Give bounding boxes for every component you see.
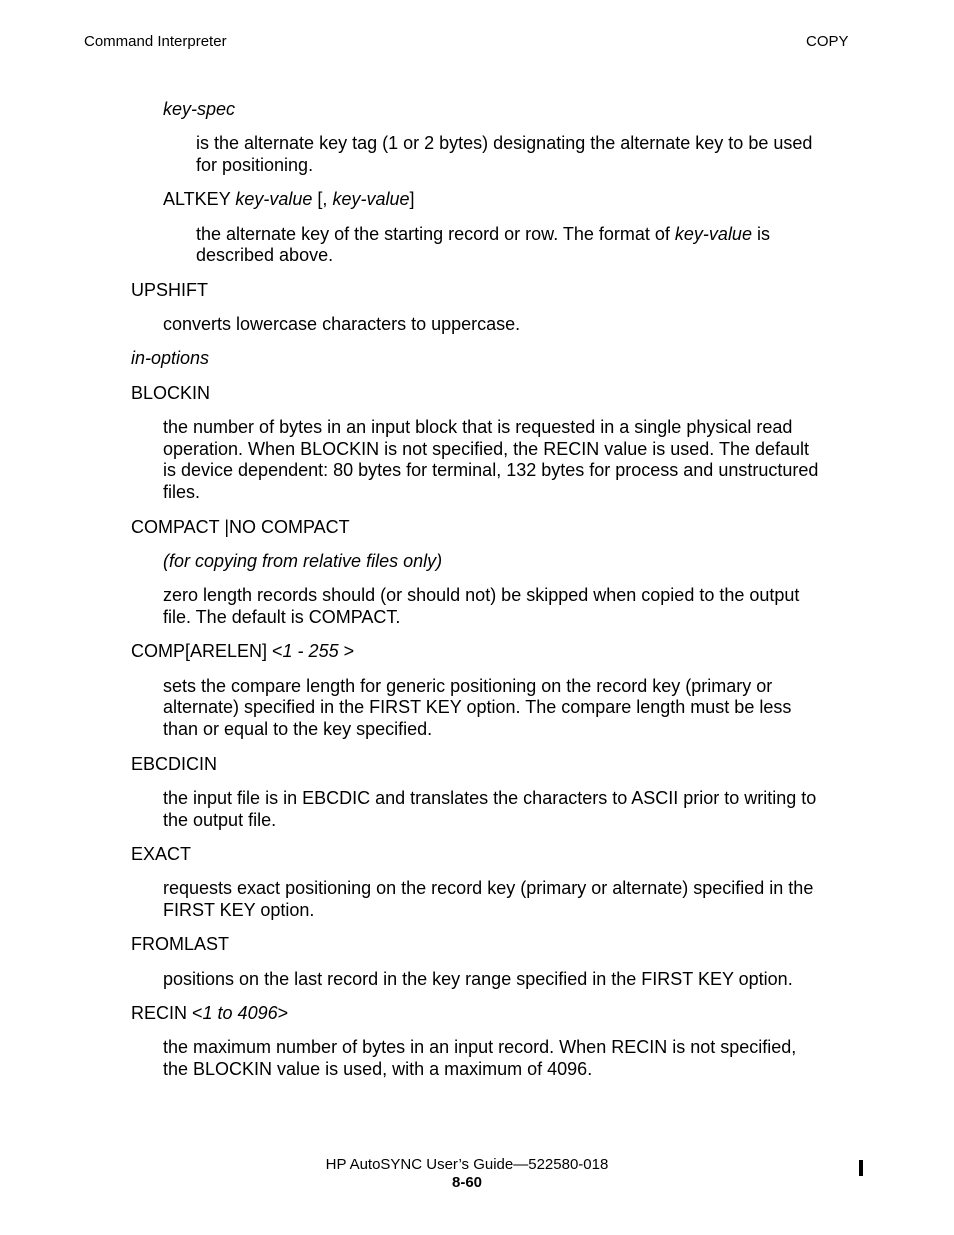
in-options-heading: in-options — [131, 348, 210, 368]
comparelen-range: 1 - 255 — [282, 641, 344, 661]
running-header-right: COPY — [806, 33, 849, 50]
altkey-desc-line-2: described above. — [196, 245, 334, 265]
blockin-desc-line-4: files. — [163, 482, 201, 502]
recin-desc-line-1: the maximum number of bytes in an input record. When RECIN is not specified, — [163, 1037, 797, 1057]
exact-desc-line-1: requests exact positioning on the record key (primary or alternate) specified in the — [163, 878, 814, 898]
comparelen-desc-line-2: alternate) specified in the FIRST KEY option. The compare length must be less — [163, 697, 792, 717]
keyspec-desc-line-2: for positioning. — [196, 155, 314, 175]
compact-note: (for copying from relative files only) — [163, 551, 443, 571]
altkey-desc-line-1 — [196, 223, 770, 245]
recin-range: 1 to 4096 — [202, 1003, 278, 1023]
comparelen-desc-line-1: sets the compare length for generic positioning on the record key (primary or — [163, 676, 773, 696]
page-number: 8-60 — [451, 1174, 483, 1191]
altkey-arg-2: key-value — [332, 189, 410, 209]
altkey-separator: [, — [312, 189, 333, 209]
recin-close: > — [277, 1003, 289, 1023]
exact-term: EXACT — [131, 844, 192, 864]
comparelen-keyword: COMP[ARELEN] < — [131, 641, 283, 661]
fromlast-term: FROMLAST — [131, 934, 230, 954]
compact-desc-line-2: file. The default is COMPACT. — [163, 607, 401, 627]
altkey-arg-1: key-value — [235, 189, 313, 209]
altkey-desc-tail: is — [751, 224, 770, 244]
compact-desc-line-1: zero length records should (or should not) be skipped when copied to the output — [163, 585, 800, 605]
keyspec-desc-line-1: is the alternate key tag (1 or 2 bytes) designating the alternate key to be used — [196, 133, 813, 153]
comparelen-desc-line-3: than or equal to the key specified. — [163, 719, 433, 739]
comparelen-close: > — [343, 641, 355, 661]
blockin-desc-line-1: the number of bytes in an input block that is requested in a single physical read — [163, 417, 793, 437]
exact-desc-line-2: FIRST KEY option. — [163, 900, 315, 920]
running-header-left: Command Interpreter — [84, 33, 227, 50]
ebcdicin-desc-line-2: the output file. — [163, 810, 277, 830]
recin-desc-line-2: the BLOCKIN value is used, with a maximum of 4096. — [163, 1059, 593, 1079]
fromlast-desc: positions on the last record in the key range specified in the FIRST KEY option. — [163, 969, 793, 989]
ebcdicin-term: EBCDICIN — [131, 754, 218, 774]
recin-term — [131, 1002, 288, 1024]
ebcdicin-desc-line-1: the input file is in EBCDIC and translates the characters to ASCII prior to writing to — [163, 788, 817, 808]
blockin-desc-line-3: is device dependent: 80 bytes for terminal, 132 bytes for process and unstructured — [163, 460, 819, 480]
altkey-desc-italic: key-value — [674, 224, 752, 244]
footer-title: HP AutoSYNC User’s Guide—522580-018 — [325, 1156, 609, 1173]
blockin-term: BLOCKIN — [131, 383, 211, 403]
keyspec-term: key-spec — [163, 99, 236, 119]
altkey-close-bracket: ] — [409, 189, 415, 209]
altkey-desc-text: the alternate key of the starting record or row. The format of — [196, 224, 675, 244]
upshift-desc: converts lowercase characters to uppercase. — [163, 314, 521, 334]
upshift-term: UPSHIFT — [131, 280, 209, 300]
compact-term: COMPACT |NO COMPACT — [131, 517, 350, 537]
recin-keyword: RECIN < — [131, 1003, 203, 1023]
change-bar — [859, 1160, 863, 1176]
comparelen-term — [131, 640, 354, 662]
altkey-keyword: ALTKEY — [163, 189, 236, 209]
blockin-desc-line-2: operation. When BLOCKIN is not specified, the RECIN value is used. The default — [163, 439, 810, 459]
altkey-term — [163, 188, 415, 210]
